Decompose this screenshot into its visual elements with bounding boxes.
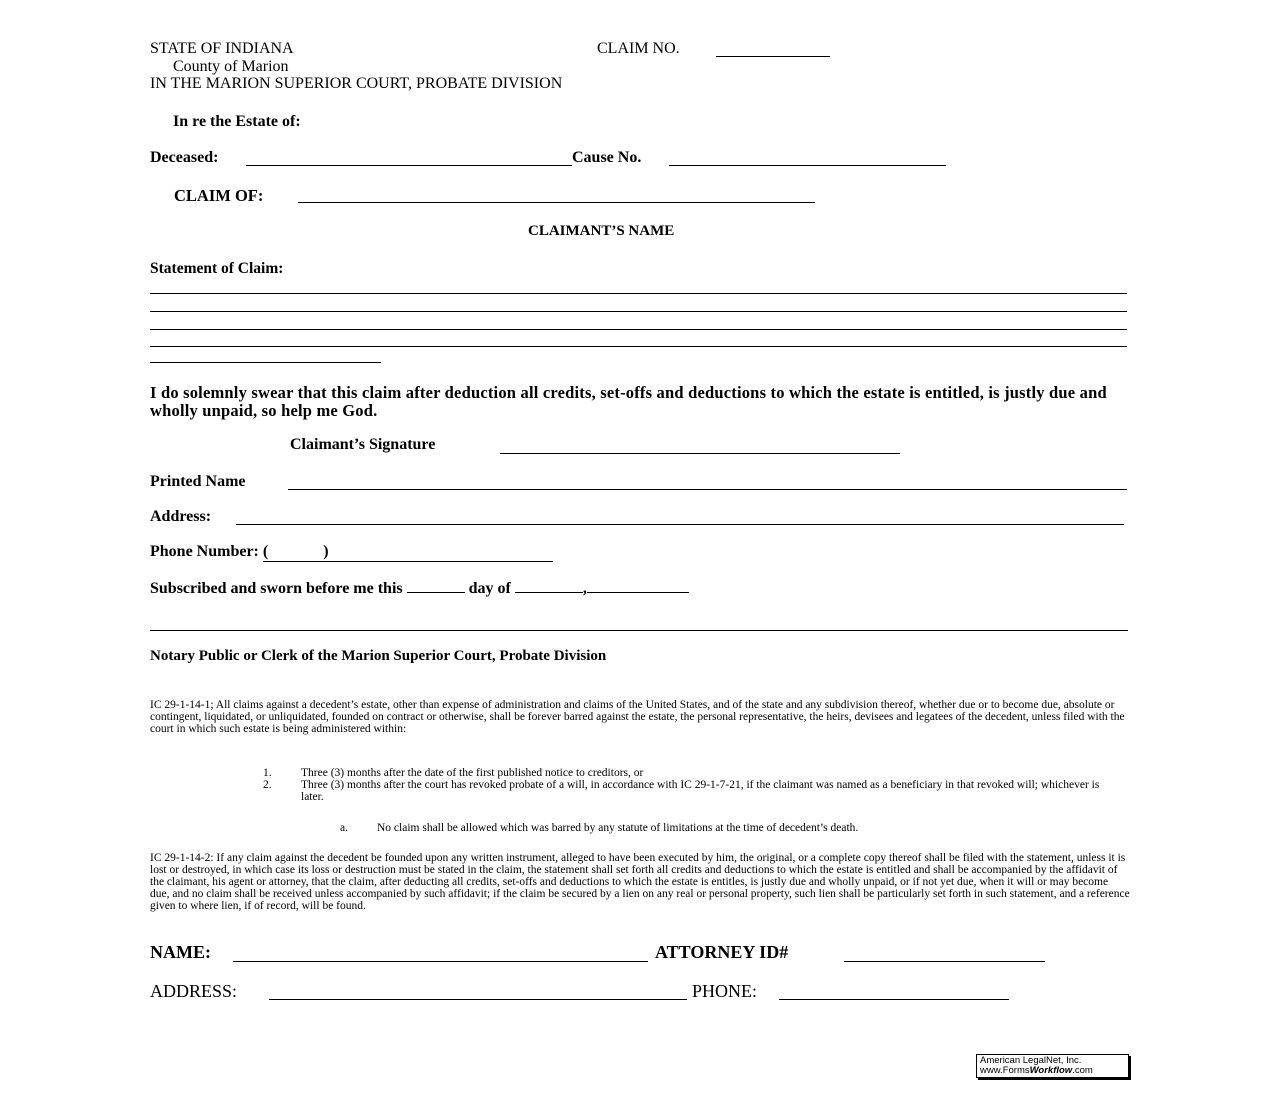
statement-line-3[interactable] <box>150 329 1127 330</box>
notary-signature-line[interactable] <box>150 630 1128 631</box>
court-heading: IN THE MARION SUPERIOR COURT, PROBATE DIVISION <box>150 75 563 92</box>
subscribed-row <box>150 578 689 598</box>
oath-text: I do solemnly swear that this claim after deduction all credits, set-offs and deductions to which the estate is entitled, is justly due and wholly unpaid, so help me God. <box>150 383 1107 420</box>
statute-sub-item-num: a. <box>340 822 348 834</box>
claim-of-field[interactable] <box>298 202 815 203</box>
day-of-label: day of <box>468 580 511 597</box>
address-field[interactable] <box>236 524 1124 525</box>
statute-item-1-num: 1. <box>263 767 272 779</box>
printed-name-field[interactable] <box>288 489 1127 490</box>
attorney-address-field[interactable] <box>269 999 687 1000</box>
month-field[interactable] <box>515 578 583 593</box>
estate-label: In re the Estate of: <box>173 113 301 130</box>
attorney-id-field[interactable] <box>844 961 1045 962</box>
statute-29-1-14-1: IC 29-1-14-1; All claims against a decedent’s estate, other than expense of administration and claims of the United States, and of the state and any subdivision thereof, whether due or to become due, absolute or contingent, liquidated, or unliquidated, founded on contract or otherwise, shall be forever barred against the estate, the personal representative, the heirs, devisees and legatees of the decedent, unless filed with the court in which such estate is being administered within: <box>150 699 1125 735</box>
address-label: Address: <box>150 508 212 525</box>
phone-area-code-field[interactable] <box>263 543 553 562</box>
deceased-label: Deceased: <box>150 149 219 166</box>
phone-paren-open: ( <box>262 543 269 560</box>
statement-line-4[interactable] <box>150 346 1127 347</box>
publisher-name: American LegalNet, Inc. <box>980 1055 1082 1066</box>
statute-item-2-num: 2. <box>263 779 272 791</box>
statute-item-2-text: Three (3) months after the court has revoked probate of a will, in accordance with IC 29-1-7-21, if the claimant was named as a beneficiary in that revoked will; whichever is later. <box>301 779 1100 803</box>
attorney-phone-label: PHONE: <box>692 981 758 1001</box>
county-heading: County of Marion <box>173 58 289 75</box>
printed-name-label: Printed Name <box>150 473 246 490</box>
notary-label: Notary Public or Clerk of the Marion Superior Court, Probate Division <box>150 648 607 664</box>
state-heading: STATE OF INDIANA <box>150 40 294 57</box>
signature-label: Claimant’s Signature <box>290 436 436 453</box>
attorney-id-label: ATTORNEY ID# <box>655 942 789 962</box>
attorney-name-field[interactable] <box>233 961 648 962</box>
statement-line-2[interactable] <box>150 311 1127 312</box>
attorney-address-label: ADDRESS: <box>150 981 238 1001</box>
publisher-url: www.FormsWorkflow.com <box>980 1065 1093 1076</box>
claim-no-label: CLAIM NO. <box>597 40 680 57</box>
statute-29-1-14-2: IC 29-1-14-2: If any claim against the decedent be founded upon any written instrument, alleged to have been executed by him, the original, or a complete copy thereof shall be filed with the statement, unless it is lost or destroyed, in which case its loss or destruction must be stated in the claim, the statement shall set forth all credits and deductions to which the estate is entitled and shall be accompanied by the affidavit of the claimant, his agent or attorney, that the claim, after deducting all credits, set-offs and deductions to which the estate is entitles, is justly due and wholly unpaid, or if not yet due, when it will or may become due, and no claim shall be received unless accompanied by such affidavit; if the claim be secured by a lien on any real or personal property, such lien shall be particularly set forth in such statement, and a reference given to where lien, if of record, will be found. <box>150 852 1130 912</box>
comma: , <box>582 580 587 597</box>
cause-no-label: Cause No. <box>572 149 642 166</box>
claim-no-field[interactable] <box>716 56 830 57</box>
phone-label-text: Phone Number: <box>150 543 259 560</box>
signature-field[interactable] <box>500 453 900 454</box>
statute-sub-item-text: No claim shall be allowed which was barred by any statute of limitations at the time of decedent’s death. <box>377 822 859 834</box>
statement-label: Statement of Claim: <box>150 260 284 277</box>
subscribed-label: Subscribed and sworn before me this <box>150 580 403 597</box>
statement-line-5[interactable] <box>150 362 381 363</box>
statute-item-1-text: Three (3) months after the date of the first published notice to creditors, or <box>301 767 644 779</box>
deceased-field[interactable] <box>246 165 572 166</box>
publisher-stamp <box>976 1054 1129 1078</box>
cause-no-field[interactable] <box>669 165 946 166</box>
attorney-name-label: NAME: <box>150 942 211 962</box>
phone-paren-close: ) <box>323 543 329 560</box>
day-field[interactable] <box>407 578 465 593</box>
phone-label <box>150 543 553 562</box>
year-field[interactable] <box>587 578 689 593</box>
claim-of-label: CLAIM OF: <box>174 186 264 205</box>
statement-line-1[interactable] <box>150 293 1127 294</box>
claimants-name-caption: CLAIMANT’S NAME <box>528 223 675 239</box>
attorney-phone-field[interactable] <box>779 999 1009 1000</box>
